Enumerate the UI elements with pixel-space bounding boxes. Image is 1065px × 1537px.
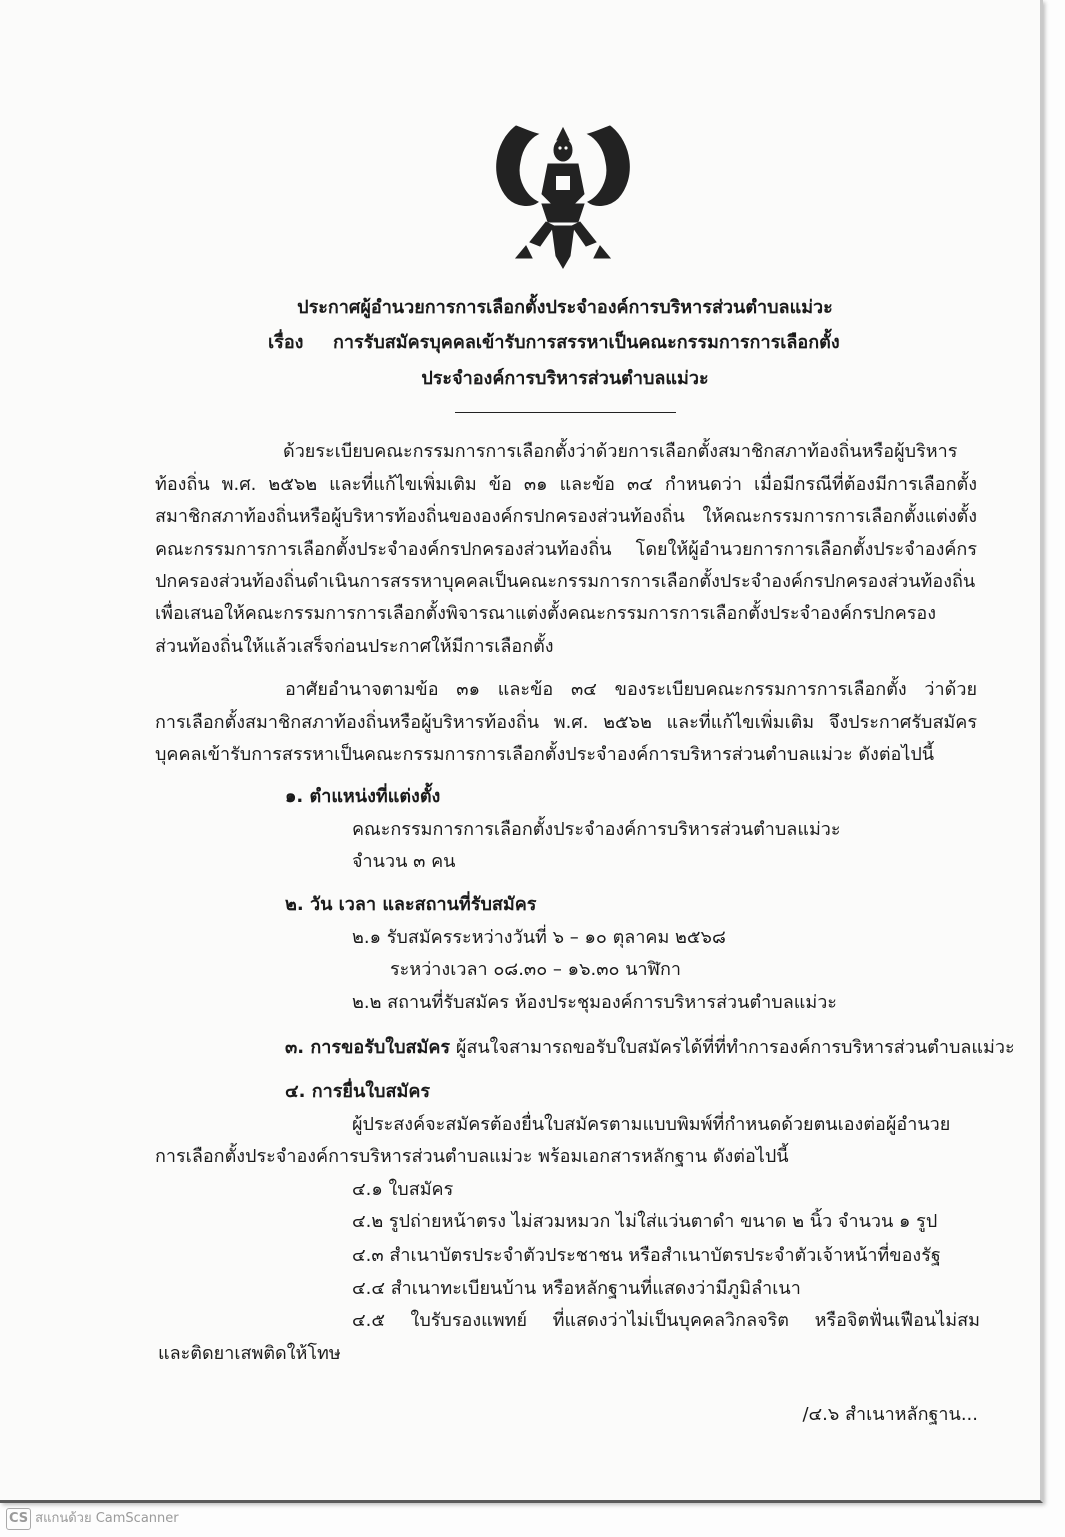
title-divider <box>455 412 676 413</box>
section4-item: ๔.๒ รูปถ่ายหน้าตรง ไม่สวมหมวก ไม่ใส่แว่นตาดำ ขนาด ๒ นิ้ว จำนวน ๑ รูป <box>352 1211 938 1232</box>
paragraph1-line: ปกครองส่วนท้องถิ่นดำเนินการสรรหาบุคคลเป็นคณะกรรมการการเลือกตั้งประจำองค์กรปกครองส่วนท้องถิ่น <box>155 571 976 592</box>
announcement-title: ประกาศผู้อำนวยการการเลือกตั้งประจำองค์การบริหารส่วนตำบลแม่วะ <box>297 297 833 318</box>
section2-heading: ๒. วัน เวลา และสถานที่รับสมัคร <box>285 894 537 915</box>
camscanner-text: สแกนด้วย CamScanner <box>35 1511 179 1526</box>
subject-line-2: ประจำองค์การบริหารส่วนตำบลแม่วะ <box>421 368 709 389</box>
paragraph1-line: สมาชิกสภาท้องถิ่นหรือผู้บริหารท้องถิ่นขององค์กรปกครองส่วนท้องถิ่น ให้คณะกรรมการการเลือกตั้งแต่งตั้ง <box>155 506 977 527</box>
section4-intro-line: การเลือกตั้งประจำองค์การบริหารส่วนตำบลแม่วะ พร้อมเอกสารหลักฐาน ดังต่อไปนี้ <box>155 1146 789 1167</box>
paragraph1-line: ด้วยระเบียบคณะกรรมการการเลือกตั้งว่าด้วยการเลือกตั้งสมาชิกสภาท้องถิ่นหรือผู้บริหาร <box>283 441 958 462</box>
paragraph2-line: การเลือกตั้งสมาชิกสภาท้องถิ่นหรือผู้บริหารท้องถิ่น พ.ศ. ๒๕๖๒ และที่แก้ไขเพิ่มเติม จึงประกาศรับสมัคร <box>155 712 977 733</box>
section1-heading: ๑. ตำแหน่งที่แต่งตั้ง <box>285 786 441 807</box>
section4-heading: ๔. การยื่นใบสมัคร <box>285 1081 431 1102</box>
section4-item: ๔.๓ สำเนาบัตรประจำตัวประชาชน หรือสำเนาบัตรประจำตัวเจ้าหน้าที่ของรัฐ <box>352 1245 941 1266</box>
section1-line: คณะกรรมการการเลือกตั้งประจำองค์การบริหารส่วนตำบลแม่วะ <box>352 819 841 840</box>
paragraph2-line: บุคคลเข้ารับการสรรหาเป็นคณะกรรมการการเลือกตั้งประจำองค์การบริหารส่วนตำบลแม่วะ ดังต่อไปนี้ <box>155 744 935 765</box>
next-page-continuation: /๔.๖ สำเนาหลักฐาน... <box>802 1404 978 1425</box>
camscanner-logo-icon: CS <box>6 1508 31 1530</box>
section3 <box>285 1034 1015 1062</box>
section4-item: ๔.๔ สำเนาทะเบียนบ้าน หรือหลักฐานที่แสดงว่ามีภูมิลำเนา <box>352 1278 801 1299</box>
paragraph1-line: คณะกรรมการการเลือกตั้งประจำองค์กรปกครองส่วนท้องถิ่น โดยให้ผู้อำนวยการการเลือกตั้งประจำองค์กร <box>155 539 977 560</box>
paragraph1-line: ส่วนท้องถิ่นให้แล้วเสร็จก่อนประกาศให้มีการเลือกตั้ง <box>155 636 554 657</box>
subject-label: เรื่อง <box>268 332 304 353</box>
section2-item: ๒.๑ รับสมัครระหว่างวันที่ ๖ – ๑๐ ตุลาคม ๒๕๖๘ <box>352 927 726 948</box>
section1-line: จำนวน ๓ คน <box>352 851 456 872</box>
paragraph1-line: ท้องถิ่น พ.ศ. ๒๕๖๒ และที่แก้ไขเพิ่มเติม ข้อ ๓๑ และข้อ ๓๔ กำหนดว่า เมื่อมีกรณีที่ต้องมีการเลือกตั้ง <box>155 474 977 495</box>
section4-item-continuation: และติดยาเสพติดให้โทษ <box>158 1343 341 1364</box>
section2-item: ๒.๒ สถานที่รับสมัคร ห้องประชุมองค์การบริหารส่วนตำบลแม่วะ <box>352 992 837 1013</box>
paragraph1-line: เพื่อเสนอให้คณะกรรมการการเลือกตั้งพิจารณาแต่งตั้งคณะกรรมการการเลือกตั้งประจำองค์กรปกครอง <box>155 603 936 624</box>
section4-item: ๔.๑ ใบสมัคร <box>352 1179 454 1200</box>
paragraph2-line: อาศัยอำนาจตามข้อ ๓๑ และข้อ ๓๔ ของระเบียบคณะกรรมการการเลือกตั้ง ว่าด้วย <box>285 679 977 700</box>
camscanner-watermark <box>6 1508 179 1530</box>
garuda-emblem-icon <box>486 118 640 273</box>
subject-line-1: การรับสมัครบุคคลเข้ารับการสรรหาเป็นคณะกรรมการการเลือกตั้ง <box>333 332 840 353</box>
section3-text: ผู้สนใจสามารถขอรับใบสมัครได้ที่ที่ทำการองค์การบริหารส่วนตำบลแม่วะ <box>455 1037 1015 1058</box>
section3-heading: ๓. การขอรับใบสมัคร <box>285 1037 451 1058</box>
section2-time: ระหว่างเวลา ๐๘.๓๐ – ๑๖.๓๐ นาฬิกา <box>390 959 681 980</box>
section4-intro-line: ผู้ประสงค์จะสมัครต้องยื่นใบสมัครตามแบบพิมพ์ที่กำหนดด้วยตนเองต่อผู้อำนวย <box>352 1114 951 1135</box>
section4-item: ๔.๕ ใบรับรองแพทย์ ที่แสดงว่าไม่เป็นบุคคลวิกลจริต หรือจิตฟั่นเฟือนไม่สม <box>352 1310 980 1331</box>
